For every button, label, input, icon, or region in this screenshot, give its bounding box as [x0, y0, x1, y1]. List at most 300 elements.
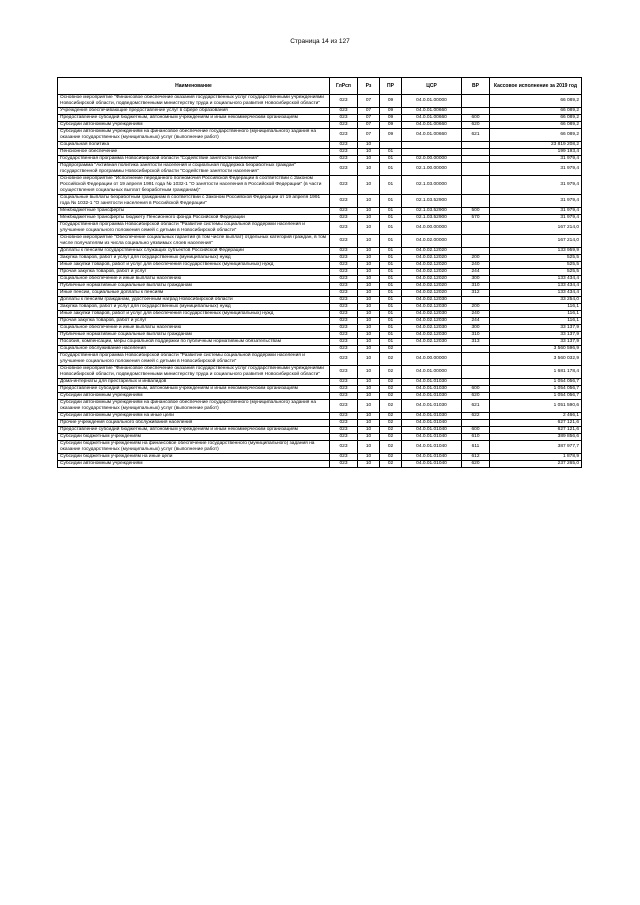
cell-name: Субсидии бюджетным учреждениям на иные цели [58, 454, 330, 461]
cell-name: Субсидии автономным учреждениям [58, 122, 330, 129]
cell-csr: 04.0.01.01040 [402, 434, 462, 441]
cell-vr: 500 [462, 208, 490, 215]
cell-name: Межбюджетные трансферты бюджету Пенсионного фонда Российской Федерации [58, 215, 330, 222]
cell-amount: 133 434,4 [490, 276, 582, 283]
cell-rz: 10 [358, 262, 380, 269]
table-row [58, 122, 582, 129]
cell-rz: 10 [358, 195, 380, 208]
cell-rz: 10 [358, 156, 380, 163]
cell-rz: 10 [358, 420, 380, 427]
cell-name: Закупка товаров, работ и услуг для государственных (муниципальных) нужд [58, 304, 330, 311]
cell-csr: 04.0.01.00660 [402, 115, 462, 122]
cell-name: Прочие учреждения социального обслуживания населения [58, 420, 330, 427]
cell-vr: 620 [462, 461, 490, 468]
cell-pr: 02 [380, 454, 402, 461]
cell-amount: 31 979,4 [490, 163, 582, 176]
table-row [58, 353, 582, 366]
cell-pr: 02 [380, 346, 402, 353]
cell-pr: 01 [380, 215, 402, 222]
cell-csr: 04.0.02.12020 [402, 276, 462, 283]
cell-vr: 611 [462, 441, 490, 454]
cell-vr: 620 [462, 122, 490, 129]
cell-name: Предоставление субсидий бюджетным, автономным учреждениям и иным некоммерческим организациям [58, 386, 330, 393]
cell-pr: 02 [380, 400, 402, 413]
cell-rz: 10 [358, 149, 380, 156]
table-row [58, 262, 582, 269]
cell-rz: 10 [358, 454, 380, 461]
cell-grp: 023 [330, 353, 358, 366]
cell-pr: 09 [380, 108, 402, 115]
cell-vr: 600 [462, 115, 490, 122]
cell-vr [462, 235, 490, 248]
cell-rz: 10 [358, 235, 380, 248]
cell-csr: 04.0.01.00660 [402, 108, 462, 115]
cell-csr: 04.0.01.00660 [402, 122, 462, 129]
cell-name: Предоставление субсидий бюджетным, автономным учреждениям и иным некоммерческим организациям [58, 115, 330, 122]
cell-vr: 621 [462, 129, 490, 142]
cell-amount: 66 089,2 [490, 108, 582, 115]
cell-amount: 31 979,4 [490, 208, 582, 215]
cell-grp: 023 [330, 379, 358, 386]
cell-pr: 02 [380, 379, 402, 386]
cell-rz: 10 [358, 441, 380, 454]
table-header-row [58, 78, 582, 95]
cell-pr: 01 [380, 283, 402, 290]
cell-name: Основное мероприятие "Обеспечение социальных гарантий (в том числе выплат) отдельных категорий граждан, в том числе получателям из числа социально уязвимых слоев населения" [58, 235, 330, 248]
cell-grp: 023 [330, 366, 358, 379]
table-row [58, 208, 582, 215]
cell-pr: 01 [380, 176, 402, 195]
cell-grp: 023 [330, 269, 358, 276]
cell-vr: 570 [462, 215, 490, 222]
cell-grp: 023 [330, 420, 358, 427]
table-row [58, 255, 582, 262]
cell-grp: 023 [330, 427, 358, 434]
cell-rz: 10 [358, 176, 380, 195]
cell-rz: 07 [358, 95, 380, 108]
table-row [58, 297, 582, 304]
budget-execution-table [57, 77, 582, 468]
cell-name: Субсидии автономным учреждениям на финансовое обеспечение государственного (муниципального) задания на оказание государственных (муниципальных) услуг (выполнение работ) [58, 400, 330, 413]
cell-amount: 116,1 [490, 318, 582, 325]
cell-pr: 01 [380, 195, 402, 208]
cell-pr: 01 [380, 290, 402, 297]
cell-rz: 10 [358, 346, 380, 353]
table-row [58, 420, 582, 427]
cell-csr: 04.0.01.01040 [402, 461, 462, 468]
cell-name: Доплаты к пенсиям государственных служащих субъектов Российской Федерации [58, 248, 330, 255]
cell-vr [462, 248, 490, 255]
cell-rz: 10 [358, 269, 380, 276]
table-row [58, 304, 582, 311]
cell-name: Субсидии бюджетным учреждениям на финансовое обеспечение государственного (муниципального) задания на оказание государственных (муниципальных) услуг (выполнение работ) [58, 441, 330, 454]
cell-rz: 10 [358, 393, 380, 400]
table-row [58, 454, 582, 461]
cell-name: Дома-интернаты для престарелых и инвалидов [58, 379, 330, 386]
table-row [58, 325, 582, 332]
cell-vr: 313 [462, 339, 490, 346]
cell-amount: 1 051 590,6 [490, 400, 582, 413]
cell-vr: 310 [462, 283, 490, 290]
cell-rz: 10 [358, 248, 380, 255]
cell-pr: 02 [380, 386, 402, 393]
table-row [58, 441, 582, 454]
cell-pr: 01 [380, 318, 402, 325]
cell-grp: 023 [330, 304, 358, 311]
cell-name: Основное мероприятие "Финансовое обеспечение оказания государственных услуг государственными учреждениями Новосибирской области, подведомственными министерству труда и социального развития Новосибирской области" [58, 366, 330, 379]
cell-rz: 10 [358, 290, 380, 297]
cell-grp: 023 [330, 115, 358, 122]
cell-amount: 133 434,4 [490, 283, 582, 290]
cell-csr: 04.0.01.00000 [402, 366, 462, 379]
cell-vr [462, 142, 490, 149]
cell-grp: 023 [330, 441, 358, 454]
table-row [58, 366, 582, 379]
cell-grp: 023 [330, 215, 358, 222]
cell-csr: 02.1.00.00000 [402, 163, 462, 176]
cell-vr [462, 163, 490, 176]
table-row [58, 222, 582, 235]
cell-vr [462, 156, 490, 163]
cell-pr: 02 [380, 420, 402, 427]
cell-pr: 01 [380, 248, 402, 255]
cell-amount: 31 979,4 [490, 176, 582, 195]
table-row [58, 156, 582, 163]
cell-csr: 04.0.01.00660 [402, 129, 462, 142]
table-row [58, 346, 582, 353]
cell-grp: 023 [330, 318, 358, 325]
cell-rz: 10 [358, 325, 380, 332]
cell-grp: 023 [330, 156, 358, 163]
cell-grp: 023 [330, 95, 358, 108]
cell-name: Иные закупки товаров, работ и услуг для обеспечения государственных (муниципальных) нужд [58, 262, 330, 269]
cell-grp: 023 [330, 297, 358, 304]
cell-rz: 10 [358, 255, 380, 262]
cell-pr: 01 [380, 311, 402, 318]
table-row [58, 393, 582, 400]
cell-rz: 10 [358, 222, 380, 235]
cell-amount: 1 681 178,4 [490, 366, 582, 379]
cell-rz: 07 [358, 122, 380, 129]
cell-amount: 237 265,0 [490, 461, 582, 468]
cell-csr: 04.0.02.12020 [402, 283, 462, 290]
cell-vr [462, 297, 490, 304]
cell-pr: 01 [380, 208, 402, 215]
cell-csr: 02.1.03.52900 [402, 208, 462, 215]
cell-name: Иные пенсии, социальные доплаты к пенсиям [58, 290, 330, 297]
cell-name: Субсидии автономным учреждениям [58, 393, 330, 400]
cell-rz: 07 [358, 115, 380, 122]
table-row [58, 283, 582, 290]
cell-vr: 622 [462, 413, 490, 420]
cell-name: Иные закупки товаров, работ и услуг для обеспечения государственных (муниципальных) нужд [58, 311, 330, 318]
cell-csr: 04.0.02.12030 [402, 318, 462, 325]
cell-csr: 04.0.01.01040 [402, 441, 462, 454]
cell-rz: 10 [358, 379, 380, 386]
table-row [58, 269, 582, 276]
cell-grp: 023 [330, 222, 358, 235]
cell-pr: 01 [380, 339, 402, 346]
cell-vr [462, 420, 490, 427]
cell-vr [462, 379, 490, 386]
cell-vr: 300 [462, 325, 490, 332]
cell-amount: 23 819 208,2 [490, 142, 582, 149]
cell-grp: 023 [330, 325, 358, 332]
cell-pr: 02 [380, 427, 402, 434]
cell-name: Субсидии автономным учреждениям на иные цели [58, 413, 330, 420]
cell-csr: 04.0.02.12020 [402, 269, 462, 276]
cell-grp: 023 [330, 163, 358, 176]
table-row [58, 235, 582, 248]
cell-grp: 023 [330, 346, 358, 353]
cell-csr: 04.0.01.01040 [402, 454, 462, 461]
cell-pr: 02 [380, 434, 402, 441]
cell-amount: 66 089,2 [490, 115, 582, 122]
cell-pr: 09 [380, 129, 402, 142]
cell-pr: 01 [380, 163, 402, 176]
table-row [58, 142, 582, 149]
column-header-vr: ВР [462, 78, 490, 95]
cell-name: Пенсионное обеспечение [58, 149, 330, 156]
cell-amount: 3 560 032,9 [490, 353, 582, 366]
cell-csr: 04.0.02.12030 [402, 304, 462, 311]
cell-amount: 133 959,9 [490, 248, 582, 255]
cell-pr: 01 [380, 297, 402, 304]
cell-pr: 01 [380, 325, 402, 332]
cell-grp: 023 [330, 276, 358, 283]
cell-amount: 387 977,7 [490, 441, 582, 454]
table-row [58, 215, 582, 222]
cell-vr: 240 [462, 311, 490, 318]
cell-vr: 300 [462, 276, 490, 283]
cell-grp: 023 [330, 262, 358, 269]
cell-pr: 01 [380, 269, 402, 276]
cell-pr: 01 [380, 222, 402, 235]
cell-grp: 023 [330, 413, 358, 420]
cell-rz: 10 [358, 413, 380, 420]
table-row [58, 386, 582, 393]
cell-grp: 023 [330, 248, 358, 255]
cell-name: Социальные выплаты безработным гражданам в соответствии с Законом Российской Федерации от 19 апреля 1991 года № 1032-1 "О занятости населения в Российской Федерации" [58, 195, 330, 208]
cell-amount: 133 434,4 [490, 290, 582, 297]
cell-grp: 023 [330, 142, 358, 149]
cell-grp: 023 [330, 434, 358, 441]
cell-rz: 10 [358, 311, 380, 318]
cell-pr: 01 [380, 332, 402, 339]
table-row [58, 248, 582, 255]
cell-grp: 023 [330, 290, 358, 297]
cell-vr [462, 176, 490, 195]
cell-name: Основное мероприятие "Исполнение переданного полномочия Российской Федерации в соответствии с Законом Российской Федерации от 19 апреля 1991 года № 1032-1 "О занятости населения в Российской Федерации" (в части осуществления социальных выплат безработным гражданам)" [58, 176, 330, 195]
cell-rz: 10 [358, 461, 380, 468]
cell-amount: 389 856,6 [490, 434, 582, 441]
cell-amount: 3 560 596,9 [490, 346, 582, 353]
table-row [58, 195, 582, 208]
cell-name: Основное мероприятие "Финансовое обеспечение оказания государственных услуг государственными учреждениями Новосибирской области, подведомственными министерству труда и социального развития Новосибирской области" [58, 95, 330, 108]
cell-pr: 09 [380, 122, 402, 129]
table-row [58, 339, 582, 346]
cell-amount: 525,5 [490, 269, 582, 276]
cell-name: Доплаты к пенсиям гражданам, удостоенным наград Новосибирской области [58, 297, 330, 304]
cell-amount: 33 137,9 [490, 339, 582, 346]
cell-pr: 01 [380, 255, 402, 262]
cell-grp: 023 [330, 283, 358, 290]
cell-csr: 04.0.02.12030 [402, 297, 462, 304]
cell-vr: 200 [462, 304, 490, 311]
cell-csr: 02.1.03.52900 [402, 215, 462, 222]
table-row [58, 318, 582, 325]
cell-rz: 10 [358, 434, 380, 441]
cell-grp: 023 [330, 454, 358, 461]
table-row [58, 176, 582, 195]
cell-rz: 07 [358, 129, 380, 142]
cell-pr: 01 [380, 149, 402, 156]
table-row [58, 163, 582, 176]
table-row [58, 434, 582, 441]
cell-grp: 023 [330, 400, 358, 413]
cell-amount: 525,5 [490, 262, 582, 269]
cell-amount: 31 979,4 [490, 156, 582, 163]
cell-name: Социальное обеспечение и иные выплаты населению [58, 325, 330, 332]
cell-pr: 02 [380, 393, 402, 400]
cell-amount: 116,1 [490, 311, 582, 318]
cell-csr [402, 149, 462, 156]
cell-name: Закупка товаров, работ и услуг для государственных (муниципальных) нужд [58, 255, 330, 262]
cell-csr: 02.1.03.00000 [402, 176, 462, 195]
cell-vr: 610 [462, 434, 490, 441]
cell-csr: 04.0.01.01030 [402, 386, 462, 393]
cell-name: Государственная программа Новосибирской области "Развитие системы социальной поддержки населения и улучшение социального положения семей с детьми в Новосибирской области" [58, 222, 330, 235]
column-header-amount: Кассовое исполнение за 2019 год [490, 78, 582, 95]
table-row [58, 379, 582, 386]
cell-amount: 1 054 056,7 [490, 393, 582, 400]
cell-amount: 167 214,0 [490, 235, 582, 248]
cell-rz: 10 [358, 366, 380, 379]
cell-vr: 621 [462, 400, 490, 413]
cell-grp: 023 [330, 255, 358, 262]
cell-grp: 023 [330, 195, 358, 208]
cell-name: Пособия, компенсации, меры социальной поддержки по публичным нормативным обязательствам [58, 339, 330, 346]
cell-grp: 023 [330, 461, 358, 468]
cell-csr [402, 346, 462, 353]
cell-name: Прочая закупка товаров, работ и услуг [58, 318, 330, 325]
cell-pr: 01 [380, 235, 402, 248]
table-row [58, 149, 582, 156]
cell-rz: 10 [358, 400, 380, 413]
page-number-label: Страница 14 из 127 [290, 38, 350, 45]
table-row [58, 115, 582, 122]
column-header-rz: Рз [358, 78, 380, 95]
cell-vr: 240 [462, 262, 490, 269]
cell-name: Подпрограмма "Активная политика занятости населения и социальная поддержка безработных граждан" государственной программы Новосибирской области "Содействие занятости населения" [58, 163, 330, 176]
cell-name: Субсидии бюджетным учреждениям [58, 434, 330, 441]
cell-rz: 10 [358, 427, 380, 434]
cell-name: Субсидии автономным учреждениям на финансовое обеспечение государственного (муниципального) задания на оказание государственных (муниципальных) услуг (выполнение работ) [58, 129, 330, 142]
cell-pr: 02 [380, 441, 402, 454]
cell-csr: 04.0.01.01030 [402, 413, 462, 420]
cell-amount: 627 121,6 [490, 427, 582, 434]
cell-vr [462, 95, 490, 108]
cell-amount: 33 254,0 [490, 297, 582, 304]
cell-amount: 1 878,9 [490, 454, 582, 461]
cell-rz: 10 [358, 339, 380, 346]
cell-rz: 10 [358, 304, 380, 311]
table-row [58, 400, 582, 413]
cell-rz: 10 [358, 332, 380, 339]
cell-csr: 04.0.02.12030 [402, 339, 462, 346]
table-row [58, 461, 582, 468]
cell-grp: 023 [330, 386, 358, 393]
cell-amount: 33 137,9 [490, 332, 582, 339]
column-header-csr: ЦСР [402, 78, 462, 95]
cell-grp: 023 [330, 311, 358, 318]
cell-grp: 023 [330, 208, 358, 215]
cell-csr [402, 142, 462, 149]
cell-vr: 600 [462, 386, 490, 393]
cell-name: Предоставление субсидий бюджетным, автономным учреждениям и иным некоммерческим организациям [58, 427, 330, 434]
cell-name: Учреждения обеспечивающие предоставление услуг в сфере образования [58, 108, 330, 115]
cell-name: Государственная программа Новосибирской области "Развитие системы социальной поддержки населения и улучшение социального положения семей с детьми в Новосибирской области" [58, 353, 330, 366]
table-row [58, 129, 582, 142]
cell-vr: 244 [462, 269, 490, 276]
table-row [58, 413, 582, 420]
cell-pr: 02 [380, 366, 402, 379]
cell-amount: 66 089,2 [490, 129, 582, 142]
cell-name: Социальная политика [58, 142, 330, 149]
cell-rz: 07 [358, 108, 380, 115]
cell-csr: 04.0.02.12020 [402, 248, 462, 255]
cell-rz: 10 [358, 318, 380, 325]
cell-vr: 244 [462, 318, 490, 325]
cell-vr [462, 108, 490, 115]
cell-amount: 31 979,4 [490, 215, 582, 222]
cell-amount: 31 979,4 [490, 195, 582, 208]
cell-grp: 023 [330, 235, 358, 248]
cell-csr: 04.0.01.01040 [402, 420, 462, 427]
cell-amount: 1 054 056,7 [490, 379, 582, 386]
cell-rz: 10 [358, 276, 380, 283]
cell-csr: 04.0.02.12020 [402, 290, 462, 297]
cell-pr: 09 [380, 95, 402, 108]
cell-csr: 04.0.01.00000 [402, 95, 462, 108]
table-row [58, 108, 582, 115]
cell-rz: 10 [358, 215, 380, 222]
cell-csr: 04.0.02.12020 [402, 255, 462, 262]
cell-csr: 04.0.02.12030 [402, 332, 462, 339]
cell-pr: 02 [380, 461, 402, 468]
cell-amount: 2 466,1 [490, 413, 582, 420]
cell-amount: 116,1 [490, 304, 582, 311]
cell-grp: 023 [330, 122, 358, 129]
cell-vr: 310 [462, 332, 490, 339]
cell-name: Межбюджетные трансферты [58, 208, 330, 215]
cell-pr [380, 142, 402, 149]
cell-grp: 023 [330, 108, 358, 115]
cell-rz: 10 [358, 142, 380, 149]
cell-csr: 04.0.02.12030 [402, 325, 462, 332]
column-header-grp: ГлРсп [330, 78, 358, 95]
cell-vr: 312 [462, 290, 490, 297]
cell-grp: 023 [330, 393, 358, 400]
cell-csr: 04.0.00.00000 [402, 222, 462, 235]
cell-name: Прочая закупка товаров, работ и услуг [58, 269, 330, 276]
cell-csr: 04.0.01.01030 [402, 400, 462, 413]
cell-amount: 33 137,9 [490, 325, 582, 332]
cell-vr [462, 346, 490, 353]
table-body [58, 95, 582, 468]
cell-vr [462, 195, 490, 208]
cell-amount: 66 089,2 [490, 122, 582, 129]
